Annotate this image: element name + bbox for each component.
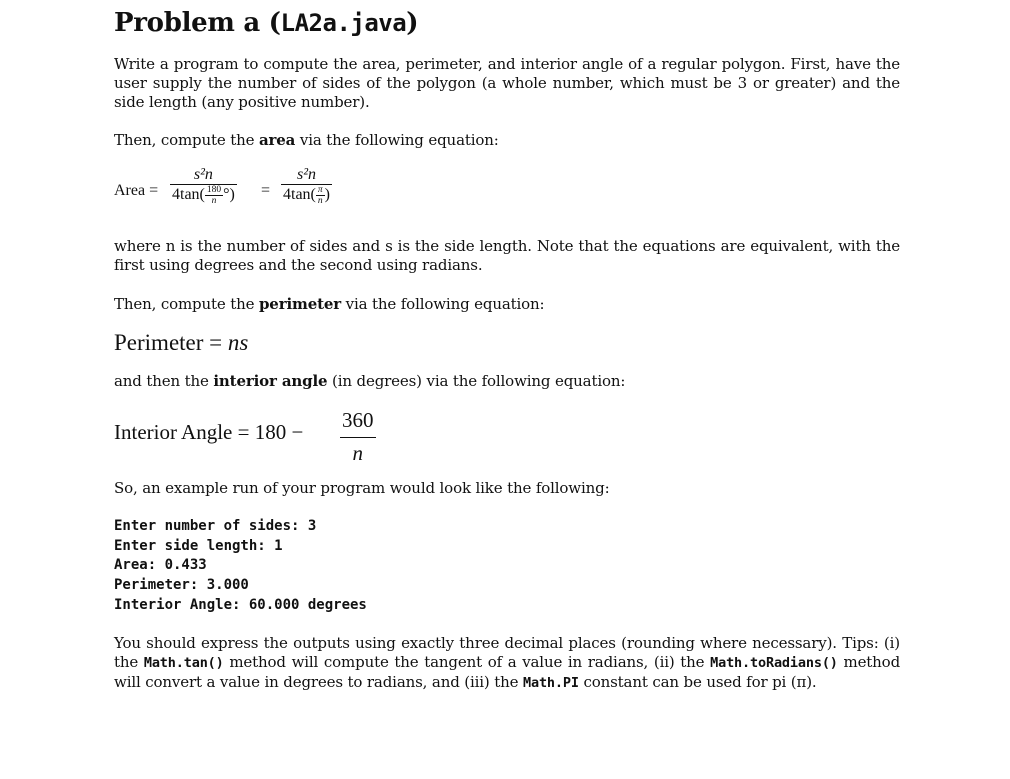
- example-output: [114, 517, 367, 616]
- area-fraction-radians-denominator: [281, 184, 332, 206]
- title-filename: LA2a.java: [280, 9, 407, 37]
- angle-sentence: [114, 372, 900, 391]
- angle-sentence-after: (in degrees) via the following equation:: [327, 372, 626, 390]
- den2-inner-fraction: [316, 185, 325, 206]
- example-intro: So, an example run of your program would look like the following:: [114, 479, 610, 497]
- problem-title: [114, 8, 418, 38]
- title-prefix: Problem a (: [114, 8, 281, 38]
- angle-formula-label: Interior Angle = 180 −: [114, 420, 304, 444]
- area-fraction-radians: [281, 166, 332, 206]
- area-fraction-degrees: [170, 166, 237, 206]
- example-line: Perimeter: 3.000: [114, 577, 249, 594]
- den2-pre: 4tan(: [283, 186, 316, 204]
- tips-text-3: method will convert a value in degrees to radians, and (iii) the: [114, 653, 901, 691]
- perimeter-formula: [114, 330, 248, 356]
- perimeter-keyword: perimeter: [258, 295, 342, 313]
- den1-post: °): [223, 186, 235, 204]
- example-line: Enter number of sides: 3: [114, 518, 317, 534]
- area-fraction-radians-numerator: s²n: [296, 166, 316, 183]
- perimeter-sentence: [114, 295, 900, 314]
- where-paragraph: where n is the number of sides and s is the side length. Note that the equations are equivalent, with the first using degrees and the second using radians.: [114, 237, 900, 274]
- perimeter-formula-rhs: ns: [227, 330, 249, 355]
- tips-paragraph: [114, 634, 900, 693]
- area-fraction-degrees-denominator: [170, 184, 237, 206]
- code-math-pi: Math.PI: [523, 675, 579, 691]
- perimeter-formula-label: Perimeter =: [114, 330, 228, 355]
- tips-text-1: You should express the outputs using exactly three decimal places (rounding where necessary). Tips: (i) the: [114, 634, 900, 671]
- den1-inner-den: n: [205, 195, 223, 206]
- area-sentence-after: via the following equation:: [295, 131, 499, 149]
- example-line: Area: 0.433: [114, 557, 207, 574]
- tips-text-4: constant can be used for pi (π).: [578, 673, 817, 691]
- code-math-toradians: Math.toRadians(): [710, 655, 838, 671]
- area-sentence-before: Then, compute the: [114, 131, 259, 149]
- tips-text-2: method will compute the tangent of a value in radians, (ii) the: [223, 653, 711, 671]
- perimeter-sentence-before: Then, compute the: [114, 295, 259, 313]
- area-fraction-degrees-numerator: s²n: [193, 166, 213, 183]
- den2-post: ): [324, 186, 330, 204]
- title-suffix: ): [406, 8, 419, 38]
- intro-paragraph: Write a program to compute the area, perimeter, and interior angle of a regular polygon. First, have the user supply the number of sides of the polygon (a whole number, which must be 3 or greater) and the side length (any positive number).: [114, 55, 900, 111]
- angle-sentence-before: and then the: [114, 372, 214, 390]
- code-math-tan: Math.tan(): [143, 655, 224, 671]
- example-line: Enter side length: 1: [114, 537, 283, 554]
- den2-inner-num: π: [317, 185, 323, 195]
- angle-fraction: [340, 408, 376, 466]
- area-keyword: area: [258, 131, 296, 149]
- perimeter-sentence-after: via the following equation:: [341, 295, 545, 313]
- example-line: Interior Angle: 60.000 degrees: [114, 596, 367, 613]
- den2-inner-den: n: [316, 195, 325, 206]
- area-sentence: [114, 131, 900, 150]
- area-formula-label: Area =: [114, 182, 159, 199]
- den1-inner-fraction: [205, 185, 223, 206]
- angle-keyword: interior angle: [213, 372, 328, 390]
- den1-pre: 4tan(: [172, 186, 205, 204]
- angle-fraction-denominator: n: [340, 437, 376, 466]
- angle-fraction-numerator: 360: [342, 408, 374, 432]
- area-formula-equals: =: [261, 182, 271, 199]
- den1-inner-num: 180: [206, 185, 222, 195]
